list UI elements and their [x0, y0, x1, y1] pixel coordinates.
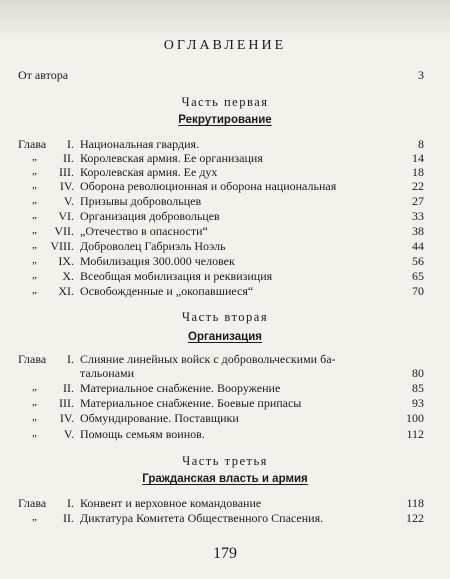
chapter-page: 8: [418, 137, 424, 151]
chapter-number: II.: [63, 511, 74, 525]
chapter-title: Доброволец Габриэль Ноэль: [80, 239, 226, 253]
chapter-title-continued: тальонами: [80, 366, 135, 380]
ditto-mark: „: [32, 239, 37, 251]
chapter-title: Мобилизация 300.000 человек: [80, 254, 235, 268]
part-3-label: Часть третья: [182, 454, 268, 468]
chapter-number: IV.: [59, 411, 74, 425]
chapter-number: I.: [67, 496, 74, 510]
chapter-title: Организация добровольцев: [80, 209, 220, 223]
chapter-title: „Отечество в опасности“: [80, 224, 208, 238]
toc-row: [0, 269, 450, 285]
ditto-mark: „: [32, 269, 37, 281]
chapter-page: 44: [412, 239, 424, 253]
chapter-number: V.: [63, 194, 74, 208]
chapter-title: Материальное снабжение. Вооружение: [80, 381, 281, 395]
chapter-number: XI.: [58, 284, 74, 298]
chapter-title: Всеобщая мобилизация и реквизиция: [80, 269, 273, 283]
chapter-number: VI.: [58, 209, 74, 223]
chapter-page: 70: [412, 284, 424, 298]
chapter-page: 14: [412, 151, 424, 165]
author-entry: [0, 68, 450, 84]
chapter-page: 22: [412, 179, 424, 193]
chapter-number: IV.: [59, 179, 74, 193]
chapter-number: III.: [59, 165, 74, 179]
toc-title: ОГЛАВЛЕНИЕ: [163, 38, 287, 53]
chapter-number: I.: [67, 352, 74, 366]
chapter-title: Помощь семьям воинов.: [80, 427, 205, 441]
ditto-mark: „: [32, 427, 37, 439]
chapter-page: 93: [412, 396, 424, 410]
chapter-title: Национальная гвардия.: [80, 137, 200, 151]
toc-row: [0, 511, 450, 527]
toc-row: [0, 411, 450, 427]
chapter-number: VII.: [54, 224, 74, 238]
chapter-page: 33: [412, 209, 424, 223]
glava-label: Глава: [18, 496, 47, 510]
toc-row-continued: [0, 366, 450, 382]
toc-row: [0, 224, 450, 240]
toc-row: [0, 209, 450, 225]
toc-row: [0, 396, 450, 412]
chapter-page: 80: [412, 366, 424, 380]
chapter-title: Диктатура Комитета Общественного Спасения.: [80, 511, 324, 525]
chapter-number: II.: [63, 381, 74, 395]
chapter-title: Королевская армия. Ее дух: [80, 165, 218, 179]
chapter-page: 18: [412, 165, 424, 179]
chapter-title: Материальное снабжение. Боевые припасы: [80, 396, 302, 410]
toc-row: [0, 179, 450, 195]
ditto-mark: „: [32, 411, 37, 423]
toc-row: [0, 239, 450, 255]
toc-row: [0, 254, 450, 270]
chapter-number: V.: [63, 427, 74, 441]
chapter-title: Освобожденные и „окопавшиеся“: [80, 284, 254, 298]
chapter-number: IX.: [58, 254, 74, 268]
page-number: 179: [213, 545, 237, 562]
author-entry-page: 3: [418, 68, 424, 82]
ditto-mark: „: [32, 209, 37, 221]
chapter-number: I.: [67, 137, 74, 151]
toc-row: [0, 496, 450, 512]
ditto-mark: „: [32, 396, 37, 408]
toc-row: [0, 427, 450, 443]
toc-row: [0, 381, 450, 397]
ditto-mark: „: [32, 179, 37, 191]
chapter-page: 85: [412, 381, 424, 395]
chapter-title: Обмундирование. Поставщики: [80, 411, 239, 425]
chapter-page: 122: [406, 511, 424, 525]
chapter-title: Оборона революционная и оборона национальная: [80, 179, 337, 193]
ditto-mark: „: [32, 381, 37, 393]
chapter-page: 65: [412, 269, 424, 283]
part-1-section: Рекрутирование: [178, 114, 272, 126]
ditto-mark: „: [32, 254, 37, 266]
part-2-label: Часть вторая: [181, 310, 269, 324]
chapter-page: 27: [412, 194, 424, 208]
chapter-page: 56: [412, 254, 424, 268]
chapter-page: 118: [406, 496, 424, 510]
chapter-number: III.: [59, 396, 74, 410]
chapter-number: VIII.: [50, 239, 74, 253]
ditto-mark: „: [32, 165, 37, 177]
toc-row: [0, 284, 450, 300]
toc-row: [0, 194, 450, 210]
chapter-title: Королевская армия. Ее организация: [80, 151, 263, 165]
author-entry-label: От автора: [18, 68, 69, 82]
ditto-mark: „: [32, 224, 37, 236]
part-2-section: Организация: [188, 331, 262, 343]
chapter-page: 100: [406, 411, 424, 425]
ditto-mark: „: [32, 151, 37, 163]
ditto-mark: „: [32, 284, 37, 296]
chapter-title: Слияние линейных войск с добровольческими ба-: [80, 352, 336, 366]
glava-label: Глава: [18, 352, 47, 366]
ditto-mark: „: [32, 511, 37, 523]
chapter-page: 38: [412, 224, 424, 238]
part-3-section: Гражданская власть и армия: [142, 473, 308, 485]
chapter-number: X.: [62, 269, 74, 283]
chapter-number: II.: [63, 151, 74, 165]
part-1-label: Часть первая: [181, 95, 269, 109]
chapter-title: Конвент и верховное командование: [80, 496, 262, 510]
glava-label: Глава: [18, 137, 47, 151]
ditto-mark: „: [32, 194, 37, 206]
chapter-page: 112: [406, 427, 424, 441]
chapter-title: Призывы добровольцев: [80, 194, 202, 208]
